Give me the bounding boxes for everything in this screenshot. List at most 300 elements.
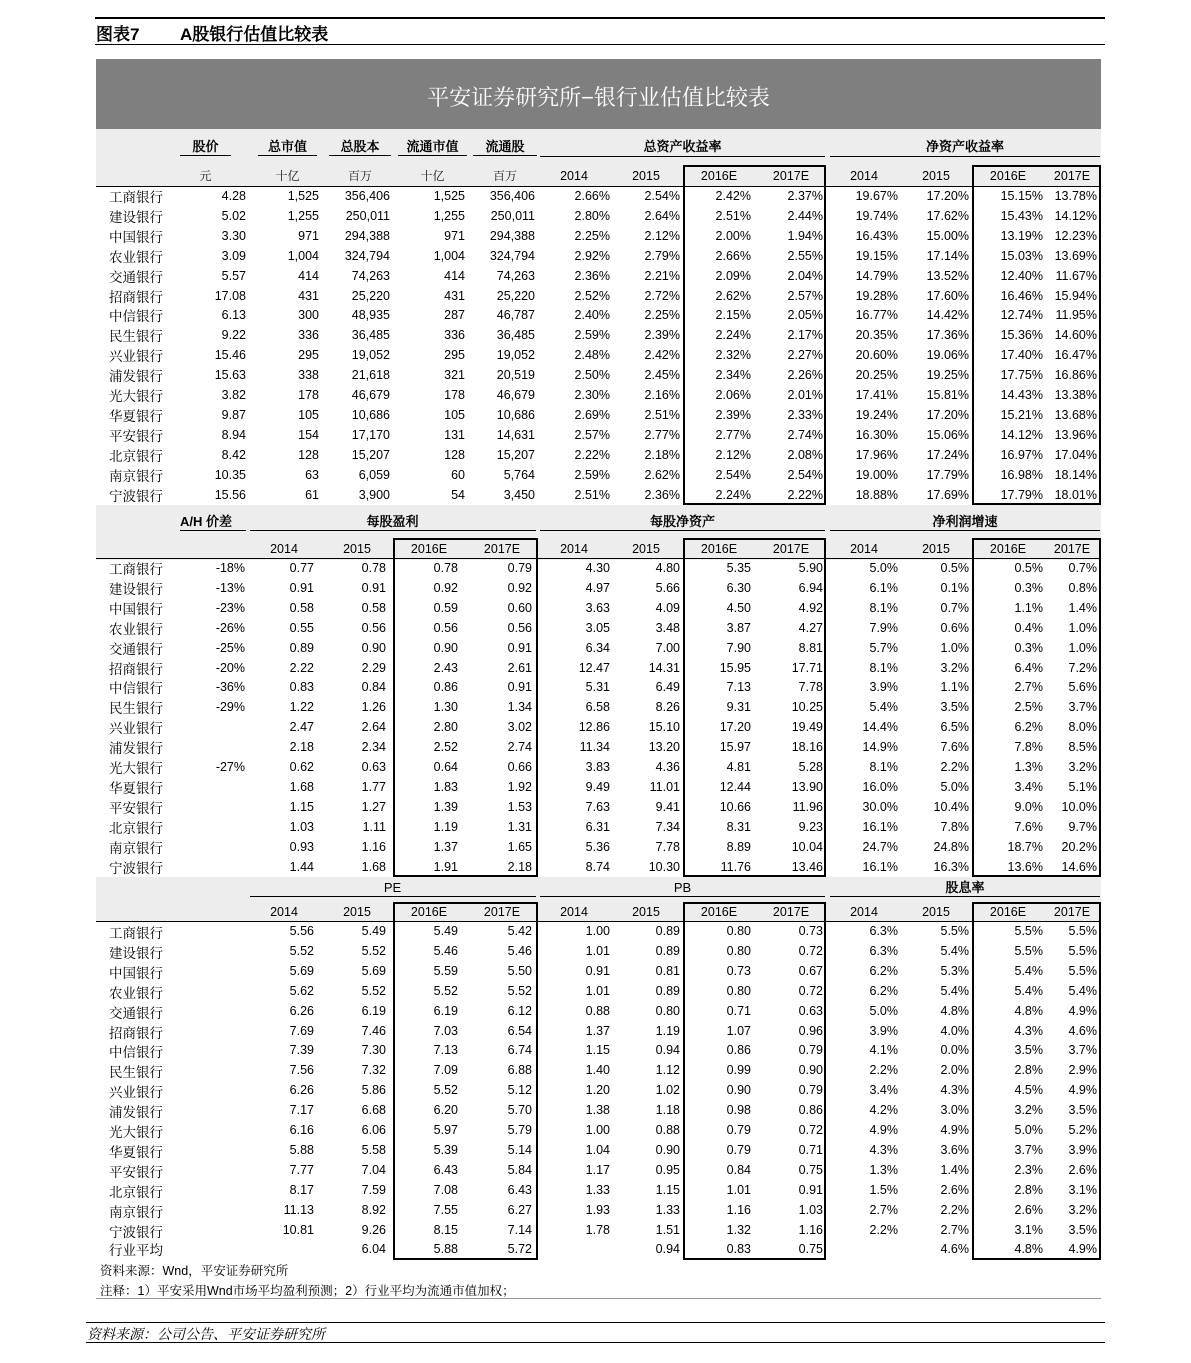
table-cell: 6.3% [869,924,898,938]
table-cell: 0.86 [798,1103,823,1118]
table-cell: 15.06% [926,427,969,442]
table-cell: 1.78 [585,1222,610,1237]
table-cell: 3,450 [503,487,535,502]
table-cell: 3.83 [585,760,610,774]
table-cell: 17.75% [1000,368,1043,383]
table-cell: 13.68% [1054,407,1097,422]
table-cell: 2.61 [507,660,532,675]
table-cell: 2.8% [1014,1063,1043,1078]
table-cell: 19.74% [855,208,898,223]
table-cell: 5.88 [289,1142,314,1157]
table-cell: 17.79% [926,467,969,482]
year-header: 2015 [632,169,660,183]
table-cell: 3.1% [1068,1182,1097,1197]
table-cell: -26% [215,620,245,635]
table-cell: 2.25% [574,228,610,243]
table-cell: 2.36% [574,268,610,283]
table-cell: 3.0% [940,1103,969,1118]
table-cell: 20.2% [1061,839,1097,854]
table-cell: 6.26 [289,1003,314,1018]
table-cell: 24.8% [933,839,969,854]
table-cell: 16.97% [1000,447,1043,462]
column-header: 总股本 [340,139,380,154]
table-cell: 4.9% [869,1123,898,1137]
table-cell: 19.25% [926,368,969,383]
table-cell: 3.9% [869,1023,898,1038]
table-cell: 3.7% [1014,1142,1043,1157]
table-cell: 0.55 [289,620,314,635]
table-cell: 105 [444,407,465,422]
table-cell: 1.17 [585,1162,610,1177]
table-cell: 1.03 [798,1202,823,1217]
column-header-underline [258,155,317,156]
table-cell: 2.54% [715,467,751,482]
table-cell: 21,618 [351,368,390,383]
table-cell: 8.1% [869,600,898,615]
table-cell: 2.17% [787,328,823,343]
table-cell: 2.59% [574,328,610,343]
table-cell: 1.16 [798,1222,823,1237]
table-cell: 5.36 [585,839,610,854]
table-cell: 1,255 [433,208,465,223]
table-cell: 2.24% [715,328,751,343]
table-cell: 3.02 [507,720,532,735]
table-cell: 0.71 [798,1142,823,1157]
table-cell: 1.32 [726,1222,751,1237]
table-cell: 1.40 [585,1063,610,1078]
footer-source: 资料来源：公司公告、平安证券研究所 [87,1326,325,1342]
table-cell: 4.8% [1014,1003,1043,1018]
table-cell: 4.28 [221,189,246,203]
group-underline [250,530,536,531]
table-cell: 5.1% [1068,779,1097,794]
bank-name: 民生银行 [109,1065,163,1081]
table-cell: 6.43 [507,1182,532,1197]
table-cell: 19.49 [791,720,823,735]
table-cell: 5.4% [1068,983,1097,998]
table-cell: 2.36% [644,487,680,502]
table-cell: 2.09% [715,268,751,283]
table-cell: 294,388 [344,228,390,243]
table-cell: 4.0% [940,1023,969,1038]
table-cell: 74,263 [351,268,390,283]
table-cell: 19,052 [351,348,390,363]
table-cell: -13% [215,580,245,595]
group-underline [830,156,1100,157]
table-cell: 13.69% [1054,248,1097,263]
table-cell: 11.67% [1055,268,1097,283]
year-header: 2017E [483,542,521,556]
table-cell: 0.72 [798,1123,823,1137]
table-cell: 6.13 [221,308,246,323]
table-cell: 25,220 [351,288,390,303]
table-cell: 1.00 [585,924,610,938]
table-cell: 2.16% [644,388,680,402]
section3-header-rule [96,921,1101,922]
table-cell: -27% [215,760,245,774]
table-cell: 1.04 [585,1142,610,1157]
table-cell: 6.2% [869,983,898,998]
table-cell: 0.72 [798,943,823,958]
table-cell: 3.6% [940,1142,969,1157]
group-header-pb: PB [673,880,692,895]
table-cell: 1.15 [585,1043,610,1058]
table-cell: 4.36 [655,760,680,774]
table-cell: 5.62 [289,983,314,998]
table-cell: 0.78 [361,561,386,575]
table-cell: 0.79 [798,1043,823,1058]
bank-name: 建设银行 [109,581,163,597]
table-cell: 2.18 [289,740,314,755]
year-header: 2014 [850,905,878,919]
table-cell: 10.4% [933,799,969,814]
year-header: 2016E [989,905,1027,919]
table-cell: 17.96% [855,447,898,462]
table-cell: 4.3% [869,1142,898,1157]
table-cell: 0.92 [507,580,532,595]
table-cell: 1.12 [655,1063,680,1078]
table-cell: 971 [444,228,465,243]
table-cell: 5.52 [361,943,386,958]
table-cell: 17.14% [926,248,969,263]
table-cell: 46,679 [496,388,535,402]
table-cell: 1.20 [585,1083,610,1098]
table-cell: 14,631 [496,427,535,442]
table-cell: 15.10 [648,720,680,735]
table-cell: 0.80 [726,983,751,998]
year-header: 2014 [270,542,298,556]
table-cell: 7.03 [433,1023,458,1038]
table-cell: 2.15% [715,308,751,323]
table-cell: 5.59 [433,963,458,978]
table-cell: 6.19 [361,1003,386,1018]
table-cell: 13.6% [1007,859,1043,874]
table-cell: 2.45% [644,368,680,383]
table-cell: 16.77% [855,308,898,323]
table-cell: 0.91 [585,963,610,978]
table-cell: 46,679 [351,388,390,402]
table-cell: 1.68 [289,779,314,794]
table-cell: 5.5% [1014,924,1043,938]
year-header: 2016E [989,542,1027,556]
table-cell: 1,525 [287,189,319,203]
table-cell: 7.17 [289,1103,314,1118]
table-cell: 0.8% [1068,580,1097,595]
average-cell: 0.75 [798,1242,823,1257]
table-cell: 2.74% [787,427,823,442]
table-cell: 1.01 [585,943,610,958]
group-underline [830,896,1100,897]
table-cell: 7.9% [869,620,898,635]
table-cell: 0.98 [726,1103,751,1118]
table-cell: 15.46 [214,348,246,363]
table-cell: 5.66 [655,580,680,595]
table-cell: 9.31 [726,700,751,715]
bank-name: 平安银行 [109,800,163,816]
year-header: 2015 [632,542,660,556]
table-cell: 4.92 [798,600,823,615]
table-cell: 1.4% [1068,600,1097,615]
table-cell: 11.34 [579,740,610,755]
table-cell: -18% [215,561,245,575]
table-cell: 17.08 [214,288,246,303]
table-cell: 1.4% [940,1162,969,1177]
table-cell: 7.00 [655,640,680,655]
table-cell: 2.22% [574,447,610,462]
table-cell: 18.14% [1054,467,1097,482]
table-cell: 2.18 [507,859,532,874]
average-cell: 0.83 [726,1242,751,1257]
table-cell: 2.39% [715,407,751,422]
group-header-dividend: 股息率 [945,880,985,895]
table-cell: 63 [305,467,319,482]
group-underline [540,156,825,157]
table-cell: 2.43 [433,660,458,675]
table-cell: 17.04% [1054,447,1097,462]
table-cell: 2.2% [869,1063,898,1078]
table-cell: 7.55 [433,1202,458,1217]
bank-name: 交通银行 [109,269,163,285]
table-cell: 324,794 [489,248,535,263]
table-cell: 2.12% [644,228,680,243]
table-cell: 4.5% [1014,1083,1043,1098]
table-cell: 7.69 [289,1023,314,1038]
table-cell: 14.43% [1000,388,1043,402]
table-cell: 294,388 [489,228,535,243]
bank-name: 兴业银行 [109,1085,163,1101]
table-cell: 5.7% [869,640,898,655]
table-cell: -25% [215,640,245,655]
group-underline [830,530,1100,531]
table-cell: 5.42 [507,924,532,938]
bank-name: 中国银行 [109,965,163,981]
table-cell: 0.5% [1014,561,1043,575]
table-cell: 2.00% [715,228,751,243]
banner-title: 平安证券研究所−银行业估值比较表 [427,85,770,110]
column-header: 流通市值 [406,139,459,154]
table-cell: 8.94 [221,427,246,442]
year-header: 2017E [772,542,810,556]
table-cell: 2.7% [940,1222,969,1237]
table-cell: 2.64 [361,720,386,735]
table-cell: 2.21% [644,268,680,283]
table-cell: 7.56 [289,1063,314,1078]
table-cell: 2.01% [787,388,823,402]
table-cell: 0.89 [655,924,680,938]
table-cell: 25,220 [496,288,535,303]
table-cell: 17.36% [926,328,969,343]
table-cell: 11.95% [1055,308,1097,323]
table-cell: 13.20 [648,740,680,755]
bank-name: 建设银行 [109,945,163,961]
table-cell: 295 [444,348,465,363]
table-cell: 4.27 [798,620,823,635]
table-cell: 6.34 [585,640,610,655]
table-cell: 6.74 [507,1043,532,1058]
column-unit: 百万 [492,169,517,183]
table-cell: 0.88 [655,1123,680,1137]
remark-note: 注释：1）平安采用Wnd市场平均盈利预测；2）行业平均为流通市值加权； [100,1284,515,1298]
table-cell: 15,207 [351,447,390,462]
table-cell: 0.99 [726,1063,751,1078]
table-cell: 338 [298,368,319,383]
year-header: 2014 [560,542,588,556]
group-header-bvps: 每股净资产 [649,514,715,529]
column-header-underline [180,530,246,531]
table-cell: 0.90 [798,1063,823,1078]
table-cell: 15.21% [1000,407,1043,422]
bank-name: 宁波银行 [109,488,163,504]
table-cell: 14.4% [862,720,898,735]
table-cell: 74,263 [496,268,535,283]
table-cell: 7.2% [1068,660,1097,675]
bank-name: 宁波银行 [109,1224,163,1240]
table-cell: 4.9% [1068,1083,1097,1098]
table-cell: 61 [305,487,319,502]
table-cell: 2.51% [574,487,610,502]
table-cell: 4.50 [726,600,751,615]
table-cell: -20% [215,660,245,675]
table-cell: 1.0% [1068,640,1097,655]
bank-name: 招商银行 [109,661,163,677]
year-header: 2014 [850,542,878,556]
group-underline [540,896,825,897]
year-header: 2015 [343,542,371,556]
column-unit: 元 [199,169,212,183]
year-header: 2016E [410,542,448,556]
table-cell: 0.80 [655,1003,680,1018]
table-cell: 8.42 [221,447,246,462]
table-cell: 321 [444,368,465,383]
table-cell: 0.71 [726,1003,751,1018]
table-cell: 0.6% [940,620,969,635]
table-cell: 2.2% [940,760,969,774]
table-cell: 13.52% [926,268,969,283]
table-cell: 0.1% [940,580,969,595]
table-cell: 0.90 [361,640,386,655]
table-cell: 3.2% [940,660,969,675]
table-cell: 20,519 [496,368,535,383]
table-cell: 2.06% [715,388,751,402]
table-cell: 6.68 [361,1103,386,1118]
table-cell: 2.34 [361,740,386,755]
table-cell: 5.79 [507,1123,532,1137]
column-unit: 十亿 [420,169,445,183]
table-cell: 971 [298,228,319,243]
table-cell: 0.77 [289,561,314,575]
table-cell: 6.30 [726,580,751,595]
table-cell: 6.31 [585,819,610,834]
table-cell: 1.31 [507,819,532,834]
table-cell: 7.78 [655,839,680,854]
average-cell: 4.8% [1014,1242,1043,1257]
table-cell: 5.5% [1068,943,1097,958]
table-cell: 0.63 [361,760,386,774]
group-underline [540,530,825,531]
table-cell: 2.34% [715,368,751,383]
table-cell: 300 [298,308,319,323]
table-cell: 6.1% [869,580,898,595]
column-unit: 十亿 [275,169,300,183]
table-cell: 2.59% [574,467,610,482]
table-cell: 5.52 [289,943,314,958]
table-cell: 7.32 [361,1063,386,1078]
table-cell: 20.35% [855,328,898,343]
table-cell: 8.5% [1068,740,1097,755]
table-cell: 2.62% [644,467,680,482]
table-cell: 1.30 [433,700,458,715]
table-cell: 2.69% [574,407,610,422]
table-cell: 15.95 [719,660,751,675]
table-cell: 10.35 [214,467,246,482]
table-cell: 3.2% [1068,760,1097,774]
table-cell: 0.95 [655,1162,680,1177]
table-cell: 154 [298,427,319,442]
table-cell: 3.48 [655,620,680,635]
table-cell: 4.1% [869,1043,898,1058]
table-cell: 12.74% [1000,308,1043,323]
table-cell: 6.94 [798,580,823,595]
table-cell: 5.52 [507,983,532,998]
table-cell: 19.67% [855,189,898,203]
column-header-underline [180,155,231,156]
table-cell: 36,485 [496,328,535,343]
bank-name: 招商银行 [109,289,163,305]
table-cell: 0.83 [289,680,314,695]
table-cell: 0.79 [798,1083,823,1098]
average-cell: 4.9% [1068,1242,1097,1257]
table-cell: 12.86 [578,720,610,735]
bank-name: 交通银行 [109,1005,163,1021]
table-cell: 5.5% [1068,924,1097,938]
table-cell: 2.50% [574,368,610,383]
table-cell: 6.4% [1014,660,1043,675]
bank-name: 农业银行 [109,621,163,637]
table-cell: 2.18% [644,447,680,462]
table-cell: 0.73 [726,963,751,978]
table-cell: 2.8% [1014,1182,1043,1197]
table-cell: 18.7% [1007,839,1043,854]
table-cell: 2.33% [787,407,823,422]
table-cell: 2.22 [289,660,314,675]
table-cell: 0.86 [726,1043,751,1058]
table-cell: 6.27 [507,1202,532,1217]
table-cell: 5.97 [433,1123,458,1137]
table-cell: 2.2% [869,1222,898,1237]
year-header: 2017E [772,905,810,919]
table-cell: 2.30% [574,388,610,402]
table-cell: 1.01 [726,1182,751,1197]
table-cell: 4.30 [585,561,610,575]
table-cell: 8.0% [1068,720,1097,735]
table-cell: 7.8% [1014,740,1043,755]
table-cell: 1.92 [507,779,532,794]
table-cell: 5.57 [221,268,246,283]
table-cell: 0.80 [726,924,751,938]
table-cell: 2.74 [507,740,532,755]
table-cell: 5.39 [433,1142,458,1157]
table-cell: 2.9% [1068,1063,1097,1078]
column-header: 股价 [192,139,219,154]
table-cell: 6.16 [289,1123,314,1137]
bank-name: 招商银行 [109,1025,163,1041]
table-cell: 1.33 [585,1182,610,1197]
bank-name: 南京银行 [109,468,163,484]
year-header: 2016E [700,169,738,183]
group-header-growth: 净利润增速 [932,514,998,529]
table-cell: 0.79 [507,561,532,575]
table-cell: 5.4% [940,943,969,958]
